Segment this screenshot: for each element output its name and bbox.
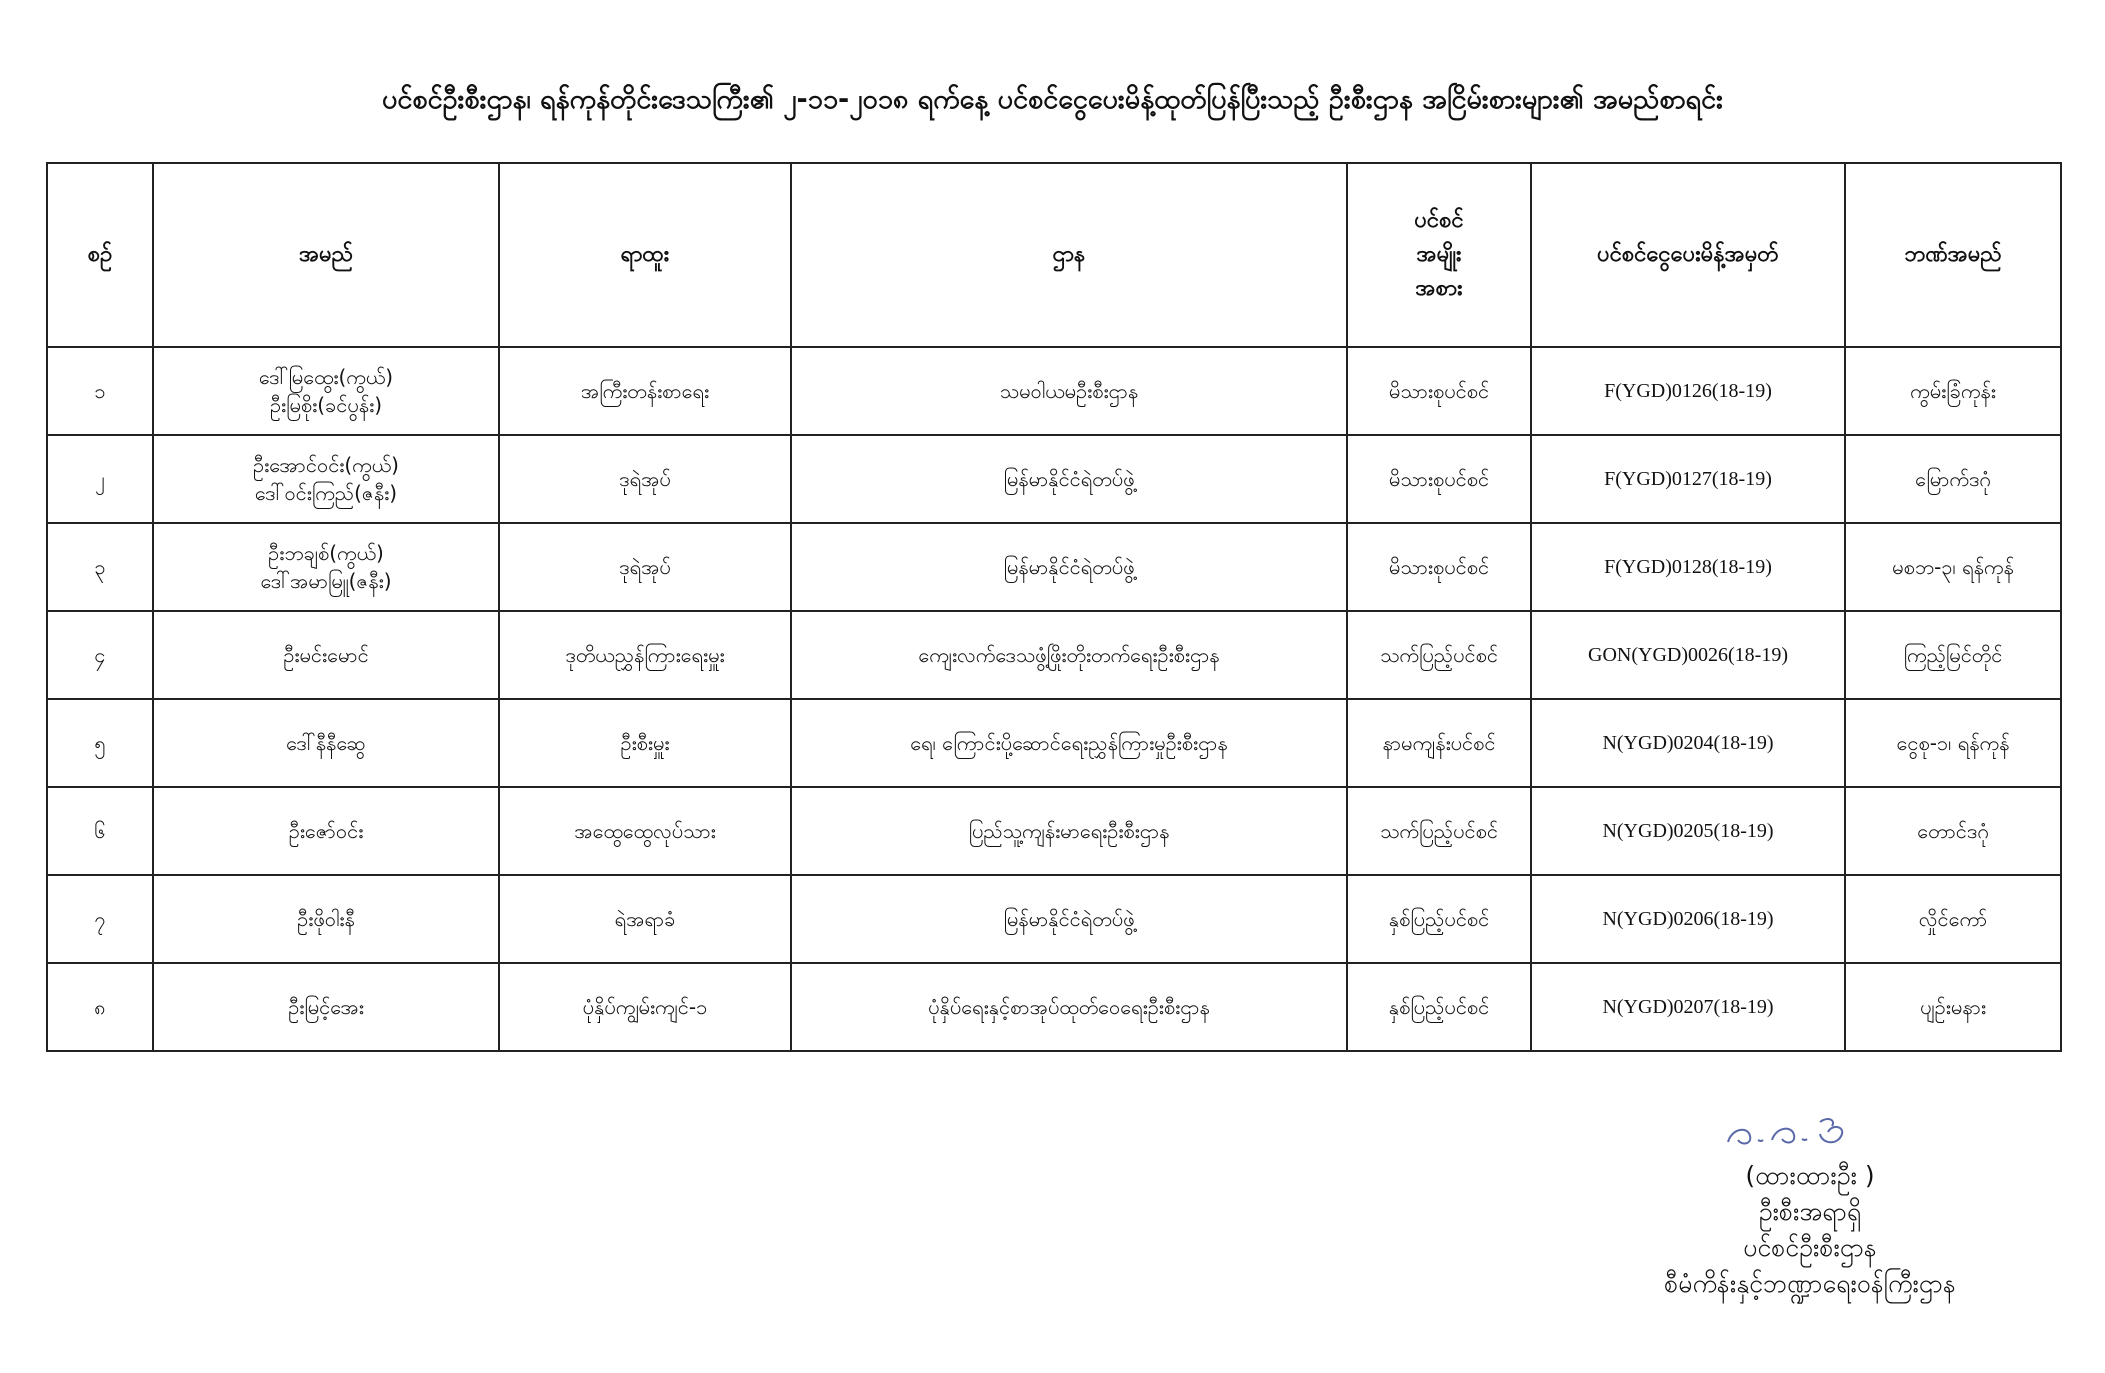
cell-pension-type: နာမကျန်းပင်စင်	[1347, 699, 1531, 787]
cell-no: ၈	[47, 963, 153, 1051]
table-row	[47, 435, 2061, 523]
cell-order-no: N(YGD)0204(18-19)	[1531, 699, 1845, 787]
signer-name: (ထားထားဦး )	[1745, 1161, 1875, 1190]
header-rank: ရာထူး	[499, 163, 791, 347]
cell-pension-type: သက်ပြည့်ပင်စင်	[1347, 611, 1531, 699]
cell-rank: အထွေထွေလုပ်သား	[499, 787, 791, 875]
cell-rank: ဒုရဲအုပ်	[499, 435, 791, 523]
cell-rank: အကြီးတန်းစာရေး	[499, 347, 791, 435]
signer-office: ပင်စင်ဦးစီးဌာန	[1743, 1233, 1877, 1262]
cell-name: ဦးမင်းမောင်	[153, 611, 499, 699]
cell-pension-type: မိသားစုပင်စင်	[1347, 347, 1531, 435]
cell-department: ပုံနှိပ်ရေးနှင့်စာအုပ်ထုတ်ဝေရေးဦးစီးဌာန	[791, 963, 1347, 1051]
cell-bank: မြောက်ဒဂုံ	[1845, 435, 2061, 523]
cell-no: ၃	[47, 523, 153, 611]
cell-order-no: F(YGD)0126(18-19)	[1531, 347, 1845, 435]
header-pension-type-line: အမျိုး	[1416, 242, 1462, 267]
cell-no: ၆	[47, 787, 153, 875]
cell-pension-type: မိသားစုပင်စင်	[1347, 523, 1531, 611]
cell-rank: ဦးစီးမှူး	[499, 699, 791, 787]
cell-no: ၇	[47, 875, 153, 963]
cell-department: ပြည်သူ့ကျန်းမာရေးဦးစီးဌာန	[791, 787, 1347, 875]
cell-order-no: GON(YGD)0026(18-19)	[1531, 611, 1845, 699]
cell-pension-type: သက်ပြည့်ပင်စင်	[1347, 787, 1531, 875]
table-row	[47, 523, 2061, 611]
cell-name-line: ဒေါ်ဝင်းကြည်(ဇနီး)	[254, 481, 398, 505]
header-name: အမည်	[153, 163, 499, 347]
signer-ministry: စီမံကိန်းနှင့်ဘဏ္ဍာရေးဝန်ကြီးဌာန	[1664, 1269, 1956, 1298]
cell-department: ရေ၊ ကြောင်းပို့ဆောင်ရေးညွှန်ကြားမှုဦးစီးဌာန	[791, 699, 1347, 787]
cell-department: မြန်မာနိုင်ငံရဲတပ်ဖွဲ့	[791, 523, 1347, 611]
table-row	[47, 963, 2061, 1051]
cell-name-line: ဦးအောင်ဝင်း(ကွယ်)	[253, 453, 399, 477]
cell-pension-type: နှစ်ပြည့်ပင်စင်	[1347, 875, 1531, 963]
cell-name: ဦးမြင့်အေး	[153, 963, 499, 1051]
cell-bank: ငွေစု-၁၊ ရန်ကုန်	[1845, 699, 2061, 787]
cell-name-line: ဦးမြစိုး(ခင်ပွန်း)	[269, 393, 383, 417]
cell-name-line: ဒေါ်အမာမြူ(ဇနီး)	[260, 569, 392, 593]
cell-bank: မစဘ-၃၊ ရန်ကုန်	[1845, 523, 2061, 611]
cell-name	[153, 523, 499, 611]
cell-rank: ရဲအရာခံ	[499, 875, 791, 963]
cell-order-no: F(YGD)0127(18-19)	[1531, 435, 1845, 523]
header-pension-type	[1347, 163, 1531, 347]
cell-bank: လှိုင်ကော်	[1845, 875, 2061, 963]
cell-name-line: ဦးဘချစ်(ကွယ်)	[268, 541, 384, 565]
cell-department: မြန်မာနိုင်ငံရဲတပ်ဖွဲ့	[791, 875, 1347, 963]
header-pension-type-line: အစား	[1415, 276, 1463, 301]
cell-department: ကျေးလက်ဒေသဖွံ့ဖြိုးတိုးတက်ရေးဦးစီးဌာန	[791, 611, 1347, 699]
cell-name: ဦးဖိုဝါးနီ	[153, 875, 499, 963]
header-bank: ဘဏ်အမည်	[1845, 163, 2061, 347]
cell-department: သမဝါယမဦးစီးဌာန	[791, 347, 1347, 435]
cell-order-no: F(YGD)0128(18-19)	[1531, 523, 1845, 611]
cell-rank: ဒုတိယညွှန်ကြားရေးမှူး	[499, 611, 791, 699]
cell-bank: ကွမ်းခြံကုန်း	[1845, 347, 2061, 435]
header-order-no: ပင်စင်ငွေပေးမိန့်အမှတ်	[1531, 163, 1845, 347]
cell-bank: ပျဉ်းမနား	[1845, 963, 2061, 1051]
cell-no: ၅	[47, 699, 153, 787]
cell-no: ၂	[47, 435, 153, 523]
cell-name: ဦးဇော်ဝင်း	[153, 787, 499, 875]
table-row	[47, 875, 2061, 963]
cell-order-no: N(YGD)0205(18-19)	[1531, 787, 1845, 875]
cell-pension-type: မိသားစုပင်စင်	[1347, 435, 1531, 523]
handwritten-signature	[1720, 1110, 1870, 1156]
table-row	[47, 611, 2061, 699]
signer-position: ဦးစီးအရာရှိ	[1758, 1197, 1862, 1226]
cell-order-no: N(YGD)0206(18-19)	[1531, 875, 1845, 963]
table-row	[47, 787, 2061, 875]
cell-rank: ပုံနှိပ်ကျွမ်းကျင်-၁	[499, 963, 791, 1051]
table-row	[47, 347, 2061, 435]
cell-name	[153, 435, 499, 523]
cell-bank: ကြည့်မြင်တိုင်	[1845, 611, 2061, 699]
document-title: ပင်စင်ဦးစီးဌာန၊ ရန်ကုန်တိုင်းဒေသကြီး၏ ၂-၁၁-၂၀၁၈ ရက်နေ့ ပင်စင်ငွေပေးမိန့်ထုတ်ပြန်ပြီးသည့် ဦးစီးဌာန အငြိမ်းစားများ၏ အမည်စာရင်း	[382, 84, 1723, 115]
cell-name	[153, 347, 499, 435]
header-department: ဌာန	[791, 163, 1347, 347]
cell-name: ဒေါ်နီနီဆွေ	[153, 699, 499, 787]
cell-no: ၁	[47, 347, 153, 435]
table-header-row	[47, 163, 2061, 347]
header-pension-type-line: ပင်စင်	[1414, 208, 1464, 233]
cell-name-line: ဒေါ်မြထွေး(ကွယ်)	[258, 365, 394, 389]
cell-department: မြန်မာနိုင်ငံရဲတပ်ဖွဲ့	[791, 435, 1347, 523]
cell-pension-type: နှစ်ပြည့်ပင်စင်	[1347, 963, 1531, 1051]
table-row	[47, 699, 2061, 787]
header-no: စဉ်	[47, 163, 153, 347]
cell-no: ၄	[47, 611, 153, 699]
cell-bank: တောင်ဒဂုံ	[1845, 787, 2061, 875]
cell-order-no: N(YGD)0207(18-19)	[1531, 963, 1845, 1051]
pensioner-table	[46, 162, 2062, 1052]
cell-rank: ဒုရဲအုပ်	[499, 523, 791, 611]
